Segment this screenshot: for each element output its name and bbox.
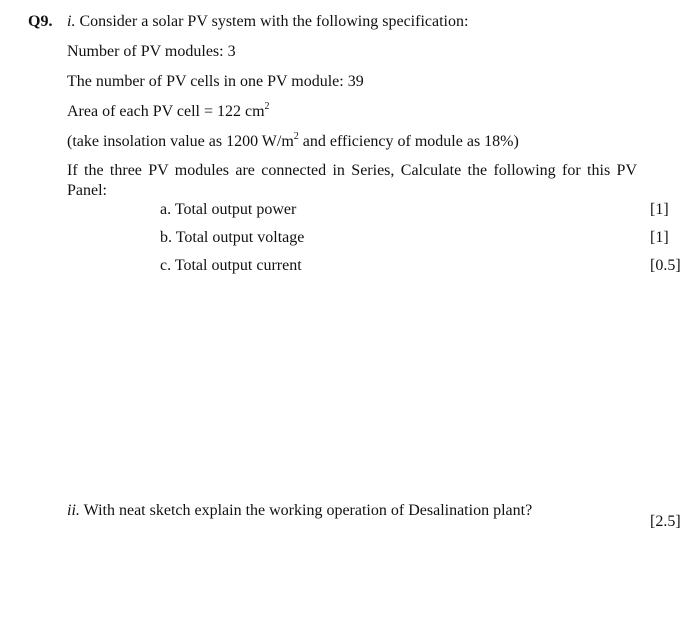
note-suffix: and efficiency of module as 18%): [298, 133, 519, 150]
marks-b: [1]: [650, 229, 669, 246]
sub-item-c: c. Total output current: [160, 257, 302, 274]
note-prefix: (take insolation value as 1200 W/m: [67, 133, 294, 150]
question-number: Q9.: [28, 13, 53, 30]
sub-item-b: b. Total output voltage: [160, 229, 305, 246]
assumption-note: [67, 132, 519, 152]
spec-area: [67, 102, 270, 122]
marks-a: [1]: [650, 201, 669, 218]
part-ii: [67, 501, 532, 521]
part-ii-text: With neat sketch explain the working operation of Desalination plant?: [83, 502, 533, 519]
part-i-intro-text: Consider a solar PV system with the following specification:: [79, 13, 469, 30]
spec-modules: Number of PV modules: 3: [67, 43, 236, 60]
spec-cells: The number of PV cells in one PV module: 39: [67, 73, 364, 90]
sub-item-a: a. Total output power: [160, 201, 297, 218]
instruction: If the three PV modules are connected in Series, Calculate the following for this PV Panel:: [67, 162, 637, 199]
spec-area-text: Area of each PV cell = 122 cm: [67, 103, 265, 120]
part-i-roman: i.: [67, 13, 76, 30]
marks-c: [0.5]: [650, 257, 681, 274]
marks-part-ii: [2.5]: [650, 513, 681, 530]
spec-area-exponent: 2: [264, 100, 270, 112]
note-exponent: 2: [293, 130, 299, 142]
part-ii-roman: ii.: [67, 502, 80, 519]
part-i-intro: [67, 12, 468, 32]
